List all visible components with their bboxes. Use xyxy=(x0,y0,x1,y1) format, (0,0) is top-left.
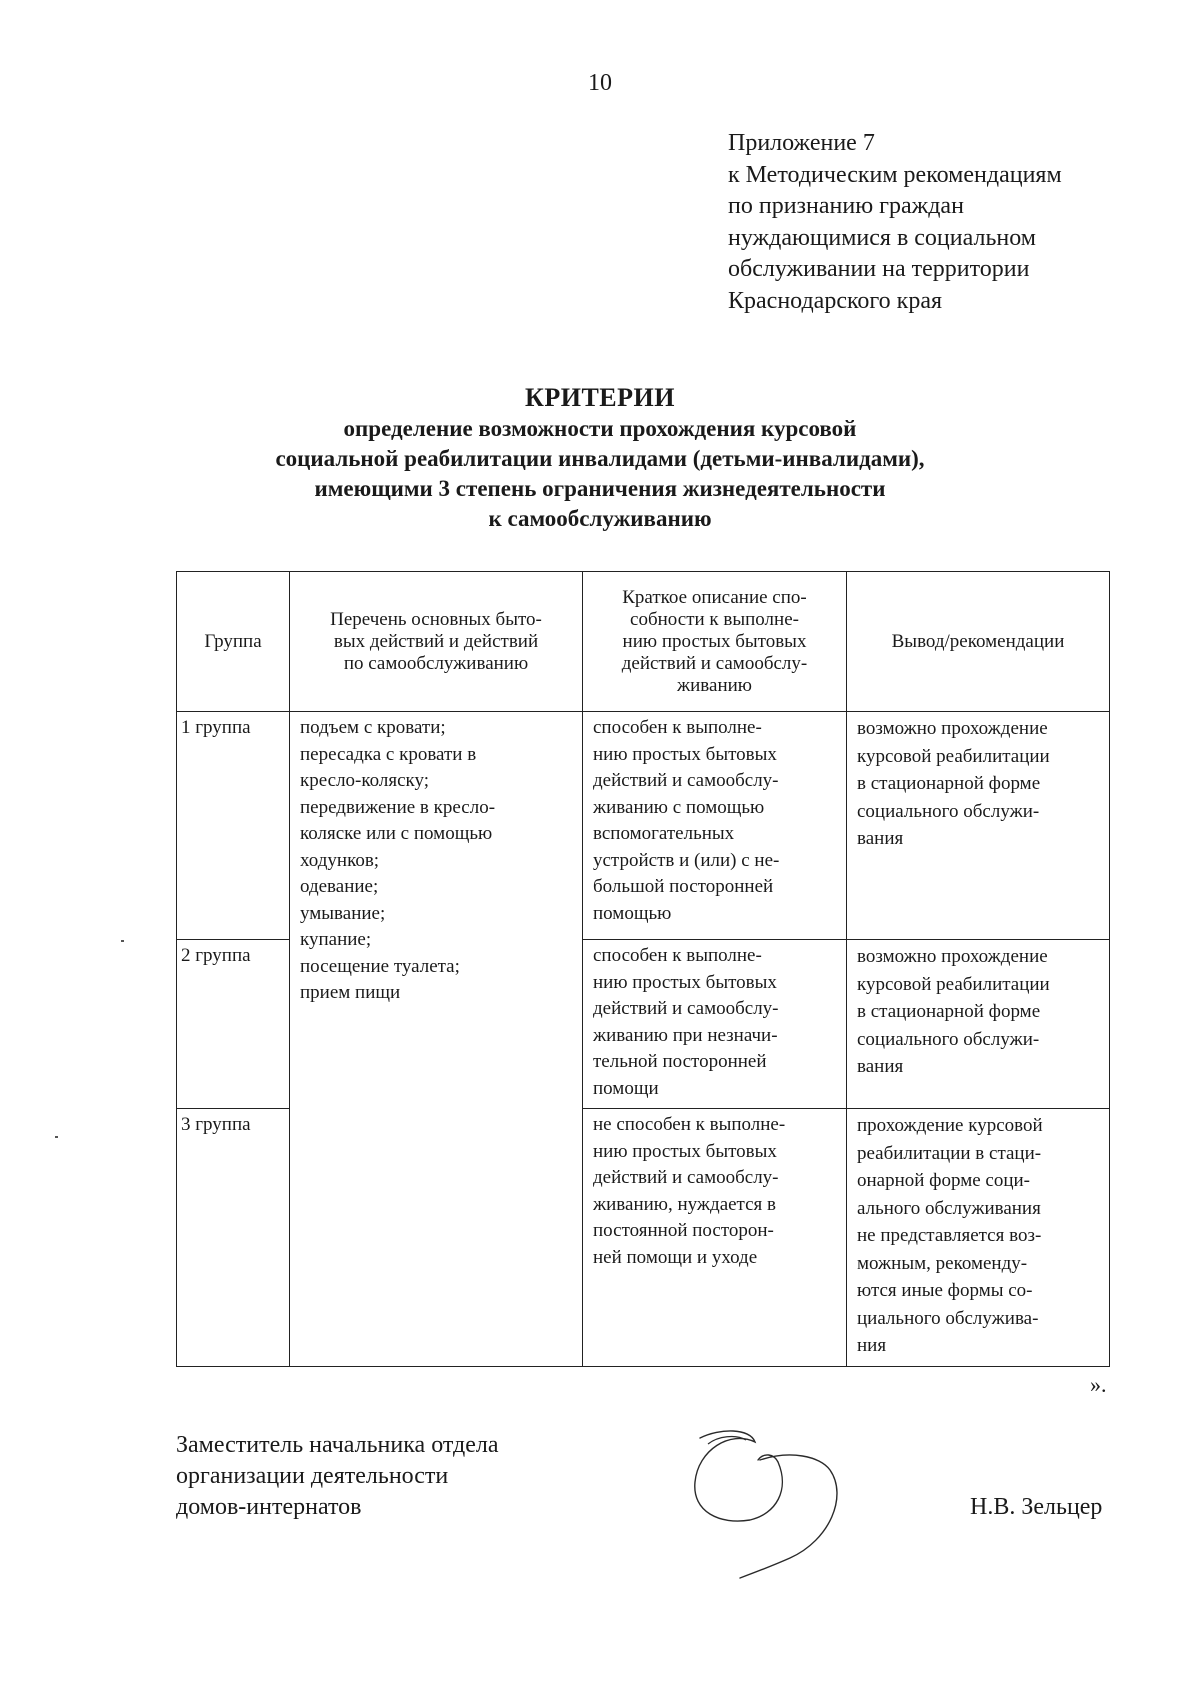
cell-line: способен к выполне- xyxy=(593,717,762,738)
cell-line: действий и самообслу- xyxy=(593,1167,779,1188)
action-item: умывание; xyxy=(300,902,386,924)
cell-line: курсовой реабилитации xyxy=(857,973,1050,995)
cell-line: нию простых бытовых xyxy=(593,971,777,993)
cell-line: циального обслужива- xyxy=(857,1307,1039,1329)
cell-line: ального обслуживания xyxy=(857,1197,1041,1219)
description-cell xyxy=(583,1109,847,1367)
annex-line: Краснодарского края xyxy=(728,287,943,314)
header-line: по самообслуживанию xyxy=(343,652,529,674)
action-item: коляске или с помощью xyxy=(300,823,493,844)
cell-line: живанию, нуждается в xyxy=(593,1193,776,1215)
annex-line: нуждающимися в социальном xyxy=(728,224,1036,251)
action-item: одевание; xyxy=(300,876,379,897)
header-description xyxy=(583,572,847,712)
document-title xyxy=(0,382,1200,534)
annex-line: к Методическим рекомендациям xyxy=(728,161,1062,188)
header-group: Группа xyxy=(177,572,290,712)
title-main: КРИТЕРИИ xyxy=(525,383,675,412)
title-subtitle-line: определение возможности прохождения курсовой xyxy=(343,416,857,441)
annex-line: по признанию граждан xyxy=(728,193,964,219)
cell-line: реабилитации в стаци- xyxy=(857,1142,1042,1164)
header-line: действий и самообслу- xyxy=(621,652,808,674)
criteria-table xyxy=(176,571,1110,1367)
title-subtitle-line: имеющими 3 степень ограничения жизнедеятельности xyxy=(314,476,886,501)
signer-name: Н.В. Зельцер xyxy=(970,1494,1103,1520)
header-line: Краткое описание спо- xyxy=(622,586,807,608)
cell-line: действий и самообслу- xyxy=(593,770,779,791)
cell-line: большой посторонней xyxy=(593,876,774,897)
handwritten-signature xyxy=(680,1420,910,1590)
actions-list-cell xyxy=(290,712,583,1367)
cell-line: нию простых бытовых xyxy=(593,743,777,765)
header-line: нию простых бытовых xyxy=(622,630,807,652)
cell-line: социального обслужи- xyxy=(857,1028,1040,1050)
action-item: подъем с кровати; xyxy=(300,717,446,738)
group-cell: 2 группа xyxy=(177,940,290,1109)
cell-line: возможно прохождение xyxy=(857,718,1048,739)
recommendation-cell xyxy=(847,712,1110,940)
description-cell xyxy=(583,940,847,1109)
cell-line: живанию при незначи- xyxy=(593,1024,778,1046)
cell-line: в стационарной форме xyxy=(857,773,1041,794)
header-recommendations: Вывод/рекомендации xyxy=(847,572,1110,712)
cell-line: тельной посторонней xyxy=(593,1051,767,1072)
group-cell: 1 группа xyxy=(177,712,290,940)
cell-line: помощью xyxy=(593,902,672,924)
action-item: прием пищи xyxy=(300,982,401,1003)
annex-line: обслуживании на территории xyxy=(728,256,1030,282)
header-actions-list xyxy=(290,572,583,712)
action-item: пересадка с кровати в xyxy=(300,743,477,765)
description-cell xyxy=(583,712,847,940)
cell-line: курсовой реабилитации xyxy=(857,745,1050,767)
cell-line: вания xyxy=(857,828,904,849)
cell-line: вспомогательных xyxy=(593,823,735,844)
action-item: передвижение в кресло- xyxy=(300,796,496,818)
group-cell: 3 группа xyxy=(177,1109,290,1367)
recommendation-cell xyxy=(847,1109,1110,1367)
cell-line: в стационарной форме xyxy=(857,1001,1041,1022)
cell-line: не способен к выполне- xyxy=(593,1114,786,1135)
header-line: живанию xyxy=(677,674,752,696)
title-subtitle-line: социальной реабилитации инвалидами (детьми-инвалидами), xyxy=(275,446,925,471)
position-line: организации деятельности xyxy=(176,1463,449,1489)
closing-quote: ». xyxy=(1090,1372,1107,1397)
cell-line: действий и самообслу- xyxy=(593,998,779,1019)
cell-line: ния xyxy=(857,1335,887,1356)
position-line: домов-интернатов xyxy=(176,1494,362,1520)
cell-line: нию простых бытовых xyxy=(593,1140,777,1162)
table-header-row xyxy=(177,572,1110,712)
scan-speck xyxy=(121,940,124,942)
cell-line: онарной форме соци- xyxy=(857,1170,1031,1191)
cell-line: не представляется воз- xyxy=(857,1225,1042,1246)
header-line: собности к выполне- xyxy=(630,608,799,630)
cell-line: социального обслужи- xyxy=(857,800,1040,822)
cell-line: живанию с помощью xyxy=(593,796,765,818)
annex-block xyxy=(728,128,1062,317)
action-item: купание; xyxy=(300,929,372,950)
scan-speck xyxy=(55,1136,58,1138)
header-line: Перечень основных быто- xyxy=(330,608,542,630)
header-line: вых действий и действий xyxy=(333,630,539,652)
cell-line: прохождение курсовой xyxy=(857,1115,1043,1136)
annex-line: Приложение 7 xyxy=(728,130,875,156)
cell-line: устройств и (или) с не- xyxy=(593,849,780,871)
action-item: ходунков; xyxy=(300,849,380,871)
cell-line: ней помощи и уходе xyxy=(593,1246,758,1268)
cell-line: способен к выполне- xyxy=(593,945,762,966)
signature-position xyxy=(176,1430,499,1523)
page-number: 10 xyxy=(588,70,612,96)
cell-line: можным, рекоменду- xyxy=(857,1252,1028,1274)
table-row xyxy=(177,712,1110,940)
cell-line: помощи xyxy=(593,1077,659,1099)
cell-line: возможно прохождение xyxy=(857,946,1048,967)
cell-line: вания xyxy=(857,1056,904,1077)
action-item: посещение туалета; xyxy=(300,955,460,977)
title-subtitle-line: к самообслуживанию xyxy=(488,506,712,531)
cell-line: ются иные формы со- xyxy=(857,1280,1033,1301)
position-line: Заместитель начальника отдела xyxy=(176,1432,499,1458)
cell-line: постоянной посторон- xyxy=(593,1220,774,1241)
action-item: кресло-коляску; xyxy=(300,770,430,791)
recommendation-cell xyxy=(847,940,1110,1109)
